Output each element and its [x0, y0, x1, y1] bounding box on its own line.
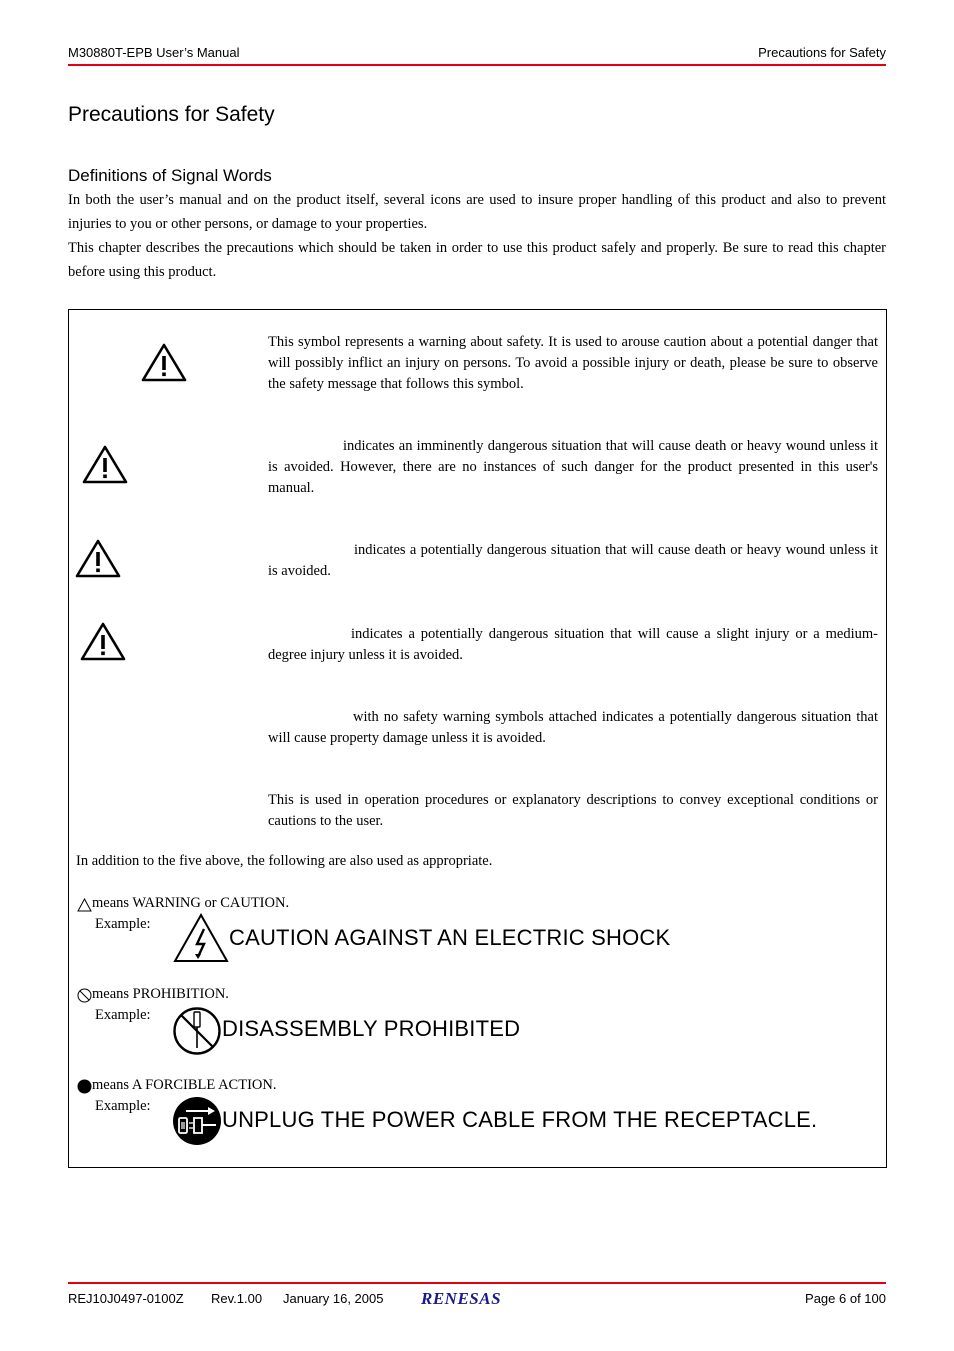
section-heading: Definitions of Signal Words — [68, 166, 272, 185]
footer-doc-number: REJ10J0497-0100Z — [68, 1291, 184, 1306]
definition-warning: indicates a potentially dangerous situation that will cause death or heavy wound unless it is avoided. — [268, 542, 878, 579]
footer-revision: Rev.1.00 — [211, 1291, 263, 1306]
addition-text: In addition to the five above, the following are also used as appropriate. — [76, 853, 493, 869]
disassembly-prohibited-icon — [172, 1006, 222, 1056]
example-unplug-text: UNPLUG THE POWER CABLE FROM THE RECEPTACLE. — [222, 1107, 818, 1132]
header-section-title: Precautions for Safety — [758, 45, 886, 60]
definition-safety-symbol: This symbol represents a warning about safety. It is used to arouse caution about a potential danger that will possibly inflict an injury on persons. To avoid a possible injury or death, please be sure to observe the safety message that follows this symbol. — [268, 334, 878, 392]
header-rule — [68, 64, 886, 66]
warning-triangle-icon — [75, 538, 121, 578]
intro-paragraph-1: In both the user’s manual and on the product itself, several icons are used to insure proper handling of this product and also to prevent injuries to you or other persons, or damage to your properties. — [68, 192, 886, 232]
unplug-icon — [172, 1096, 222, 1146]
example-label: Example: — [95, 1098, 151, 1114]
symbol-forcible-meaning: means A FORCIBLE ACTION. — [92, 1077, 277, 1093]
warning-triangle-icon — [141, 342, 187, 382]
footer-date: January 16, 2005 — [283, 1291, 384, 1306]
forcible-action-icon — [77, 1079, 92, 1094]
warning-triangle-icon — [80, 621, 126, 661]
symbol-prohibition-meaning: means PROHIBITION. — [92, 986, 229, 1002]
intro-paragraph-2: This chapter describes the precautions which should be taken in order to use this product safely and properly. Be sure to read this chapter before using this product. — [68, 240, 886, 280]
example-electric-shock-text: CAUTION AGAINST AN ELECTRIC SHOCK — [229, 925, 671, 950]
example-disassembly-text: DISASSEMBLY PROHIBITED — [222, 1016, 521, 1041]
definition-caution-no-symbol: with no safety warning symbols attached indicates a potentially dangerous situation that will cause property damage unless it is avoided. — [268, 709, 878, 746]
header-manual-title: M30880T-EPB User’s Manual — [68, 45, 240, 60]
electric-shock-icon — [173, 913, 229, 963]
renesas-logo: RENESAS — [421, 1289, 502, 1308]
example-label: Example: — [95, 916, 151, 932]
footer-page-number: Page 6 of 100 — [805, 1291, 886, 1306]
definition-important: This is used in operation procedures or explanatory descriptions to convey exceptional conditions or cautions to the user. — [268, 792, 878, 829]
definition-danger: indicates an imminently dangerous situation that will cause death or heavy wound unless it is avoided. However, there are no instances of such danger for the product presented in this user's manual. — [268, 438, 878, 496]
footer-rule — [68, 1282, 886, 1284]
definition-caution: indicates a potentially dangerous situation that will cause a slight injury or a medium-degree injury unless it is avoided. — [268, 626, 878, 663]
symbol-warning-meaning: means WARNING or CAUTION. — [92, 895, 290, 911]
small-triangle-icon — [77, 898, 92, 912]
prohibition-icon — [77, 988, 92, 1003]
example-label: Example: — [95, 1007, 151, 1023]
warning-triangle-icon — [82, 444, 128, 484]
page-title: Precautions for Safety — [68, 103, 275, 126]
